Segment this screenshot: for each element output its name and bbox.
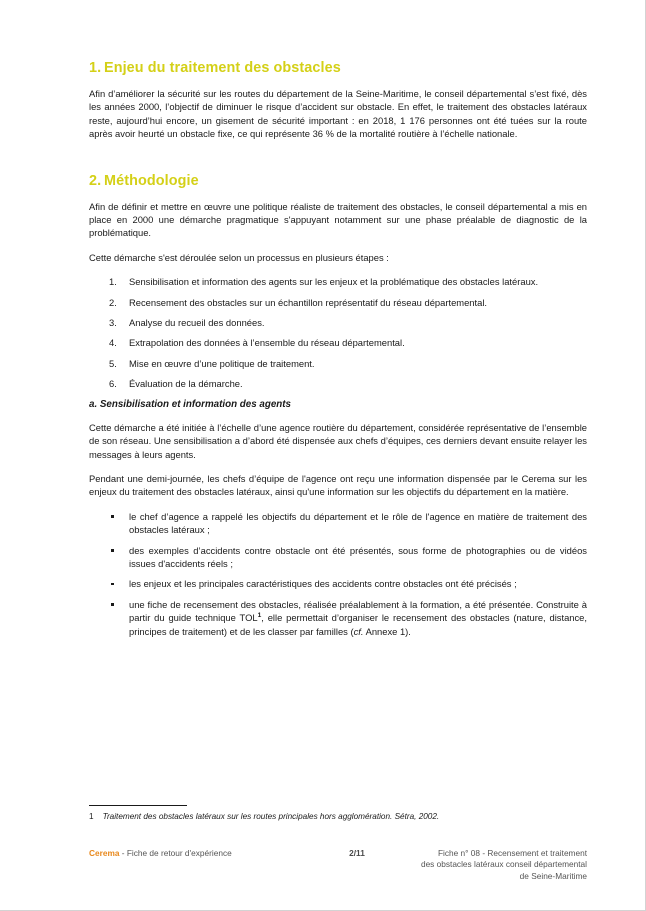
bullet-icon xyxy=(111,583,114,586)
section-heading-2 xyxy=(89,173,587,189)
list-item xyxy=(89,275,587,288)
section-heading-1 xyxy=(89,60,587,76)
list-item-text: Analyse du recueil des données. xyxy=(129,317,265,329)
list-item-text: Recensement des obstacles sur un échantillon représentatif du réseau départemental. xyxy=(129,296,488,308)
footer-doc-type: - Fiche de retour d'expérience xyxy=(119,848,232,858)
page-content xyxy=(89,60,587,645)
list-item-text: des exemples d’accidents contre obstacle ont été présentés, sous forme de photographies ou de vidéos issues d'accidents réels ; xyxy=(129,544,587,569)
bullet-icon xyxy=(111,549,114,552)
bullet-icon xyxy=(111,515,114,518)
footnote-number: 1 xyxy=(89,812,94,821)
list-item-text-post: Annexe 1). xyxy=(363,625,411,637)
methodology-steps-list xyxy=(89,275,587,390)
list-item-text: Sensibilisation et information des agents sur les enjeux et la problématique des obstacles latéraux. xyxy=(129,276,539,288)
spacer xyxy=(89,152,587,173)
list-item-text: Extrapolation des données à l’ensemble du réseau départemental. xyxy=(129,337,405,349)
section-number-2: 2. xyxy=(89,172,102,189)
footer-title-line-2: des obstacles latéraux conseil départemental xyxy=(420,859,587,870)
list-item xyxy=(89,296,587,309)
footer-right xyxy=(393,848,587,882)
section-2-paragraph-1: Afin de définir et mettre en œuvre une politique réaliste de traitement des obstacles, le conseil départemental a mis en place en 2000 une démarche pragmatique s'appuyant notamment sur une phase préalable de diagnostic de la problématique. xyxy=(89,200,587,239)
footnote-separator xyxy=(89,805,187,806)
list-item-marker: 2. xyxy=(109,296,117,308)
footer-title-line-3: de Seine-Maritime xyxy=(519,870,587,881)
footnote-reference[interactable]: 1 xyxy=(257,612,262,620)
section-title-1: Enjeu du traitement des obstacles xyxy=(104,60,341,76)
list-item xyxy=(89,377,587,390)
footer-page-number: 2/11 xyxy=(349,848,365,858)
list-item xyxy=(89,336,587,349)
list-item-marker: 3. xyxy=(109,317,117,329)
list-item-marker: 1. xyxy=(109,276,117,288)
footer-left xyxy=(89,848,321,859)
list-item-marker: 5. xyxy=(109,357,117,369)
bullet-icon xyxy=(111,603,114,606)
section-2-paragraph-2: Cette démarche s'est déroulée selon un processus en plusieurs étapes : xyxy=(89,251,389,263)
list-item-text-italic: cf. xyxy=(353,625,364,637)
section-number-1: 1. xyxy=(89,60,102,76)
list-item xyxy=(89,357,587,370)
page-footer xyxy=(89,848,587,882)
subsection-heading-a: a. Sensibilisation et information des agents xyxy=(89,398,291,410)
list-item xyxy=(89,316,587,329)
list-item-text-mid: , elle permettait d’organiser le recensement des obstacles (nature, distance, principes de traitement) et de les classer par familles ( xyxy=(129,612,588,637)
footnote-area xyxy=(89,805,587,822)
list-item xyxy=(89,510,587,537)
footnote-text: Traitement des obstacles latéraux sur les routes principales hors agglomération. Sétra, 2002. xyxy=(102,812,440,821)
list-item xyxy=(89,598,587,638)
list-item xyxy=(89,577,587,590)
list-item-marker: 6. xyxy=(109,378,117,390)
list-item-text: les enjeux et les principales caractéristiques des accidents contre obstacles ont été précisés ; xyxy=(129,578,517,590)
list-item-text: Évaluation de la démarche. xyxy=(129,378,243,390)
subsection-paragraph-1: Cette démarche a été initiée à l’échelle d’une agence routière du département, considérée représentative de l’ensemble de son réseau. Une sensibilisation a d’abord été dispensée aux chefs d’équipes, ces derniers devant ensuite relayer les messages à leurs agents. xyxy=(89,421,587,460)
section-1-paragraph-1: Afin d’améliorer la sécurité sur les routes du département de la Seine-Maritime, le conseil départemental s’est fixé, dès les années 2000, l’objectif de diminuer le risque d’accident sur obstacle. En effet, le traitement des obstacles latéraux reste, aujourd’hui encore, un gisement de sécurité important : en 2018, 1 176 personnes ont été tuées sur la route après avoir heurté un obstacle fixe, ce qui représente 36 % de la mortalité routière à l’échelle nationale. xyxy=(89,88,587,140)
list-item xyxy=(89,544,587,571)
list-item-text: Mise en œuvre d’une politique de traitement. xyxy=(129,357,315,369)
list-item-text: le chef d’agence a rappelé les objectifs du département et le rôle de l'agence en matière de traitement des obstacles latéraux ; xyxy=(129,510,587,536)
subsection-paragraph-2: Pendant une demi-journée, les chefs d’équipe de l'agence ont reçu une information dispensée par le Cerema sur les enjeux du traitement des obstacles latéraux, ainsi qu'une information sur les objectifs du département en la matière. xyxy=(89,472,587,498)
list-item-marker: 4. xyxy=(109,337,117,349)
training-points-list xyxy=(89,510,587,638)
cerema-logo-text: Cerema xyxy=(89,848,120,858)
section-title-2: Méthodologie xyxy=(104,172,199,189)
footer-title-line-1: Fiche n° 08 - Recensement et traitement xyxy=(437,848,587,858)
list-item-text-pre: une fiche de recensement des obstacles, réalisée préalablement à la formation, a été présentée. Construite à partir du guide technique TOL xyxy=(129,598,587,624)
footnote-entry xyxy=(89,811,587,822)
